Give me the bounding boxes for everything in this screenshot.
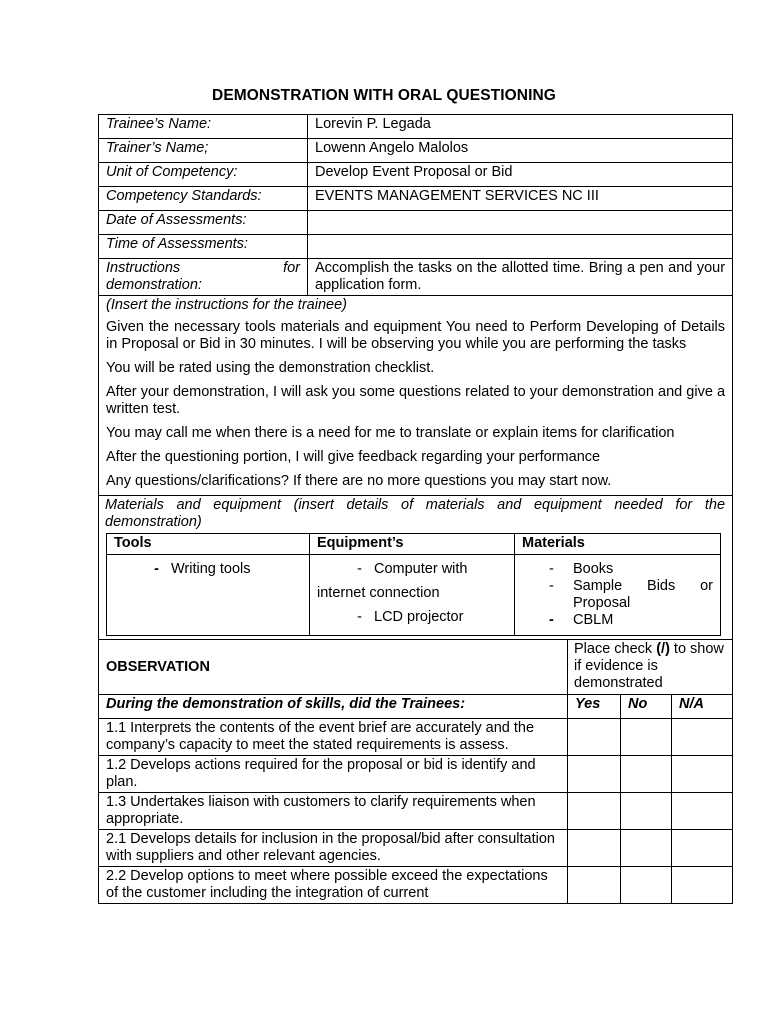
yes-cell[interactable]: [568, 793, 621, 830]
criterion-row: [99, 719, 733, 756]
instruction-paragraph: After the questioning portion, I will give feedback regarding your performance: [106, 449, 601, 465]
list-item: - Computer with: [357, 561, 468, 577]
criterion-text: 2.1 Develops details for inclusion in the proposal/bid after consultation with suppliers and other relevant agencies.: [99, 830, 568, 867]
list-item: - LCD projector: [357, 609, 464, 625]
no-cell[interactable]: [621, 756, 672, 793]
criterion-text: 1.2 Develops actions required for the proposal or bid is identify and plan.: [99, 756, 568, 793]
instructions-label: Instructions for demonstration:: [99, 259, 308, 296]
trainee-instructions-heading: (Insert the instructions for the trainee): [106, 297, 347, 313]
trainee-row: [99, 115, 733, 139]
unit-row: [99, 163, 733, 187]
observation-header-row: [99, 640, 733, 695]
no-cell[interactable]: [621, 830, 672, 867]
criterion-row: [99, 793, 733, 830]
page-title: DEMONSTRATION WITH ORAL QUESTIONING: [212, 87, 556, 104]
trainer-row: [99, 139, 733, 163]
list-item: - Sample Bids or Proposal: [549, 578, 713, 611]
tools-cell: [107, 555, 310, 636]
unit-value[interactable]: Develop Event Proposal or Bid: [308, 163, 733, 187]
time-label: Time of Assessments:: [99, 235, 308, 259]
unit-label: Unit of Competency:: [99, 163, 308, 187]
trainer-label: Trainer’s Name;: [99, 139, 308, 163]
materials-table: [106, 533, 721, 636]
standards-label: Competency Standards:: [99, 187, 308, 211]
yes-cell[interactable]: [568, 756, 621, 793]
instructions-value[interactable]: Accomplish the tasks on the allotted time. Bring a pen and your application form.: [308, 259, 733, 296]
criterion-row: [99, 830, 733, 867]
instruction-paragraph: You may call me when there is a need for me to translate or explain items for clarification: [106, 425, 675, 441]
instruction-paragraph: After your demonstration, I will ask you some questions related to your demonstration and give a written test.: [106, 384, 726, 417]
col-no: No: [621, 695, 672, 719]
no-cell[interactable]: [621, 719, 672, 756]
col-na: N/A: [672, 695, 733, 719]
instruction-paragraph: Given the necessary tools materials and equipment You need to Perform Developing of Details in Proposal or Bid in 30 minutes. I will be observing you while you are performing the tasks: [106, 319, 726, 352]
criterion-text: 1.1 Interprets the contents of the event brief are accurately and the company’s capacity to meet the stated requirements is assess.: [99, 719, 568, 756]
trainee-label: Trainee’s Name:: [99, 115, 308, 139]
question-row: [99, 695, 733, 719]
na-cell[interactable]: [672, 867, 733, 904]
date-value[interactable]: [308, 211, 733, 235]
list-item: - Books: [549, 561, 614, 577]
trainee-instructions-row: [99, 296, 733, 496]
tools-header: Tools: [107, 534, 310, 555]
standards-row: [99, 187, 733, 211]
list-item: - Writing tools: [154, 561, 251, 577]
no-cell[interactable]: [621, 793, 672, 830]
trainee-name[interactable]: Lorevin P. Legada: [308, 115, 733, 139]
list-item: - CBLM: [549, 612, 614, 628]
time-value[interactable]: [308, 235, 733, 259]
na-cell[interactable]: [672, 719, 733, 756]
materials-row: [99, 496, 733, 640]
criterion-row: [99, 756, 733, 793]
instruction-paragraph: You will be rated using the demonstration checklist.: [106, 360, 435, 376]
standards-value[interactable]: EVENTS MANAGEMENT SERVICES NC III: [308, 187, 733, 211]
na-cell[interactable]: [672, 756, 733, 793]
assessment-form: [98, 114, 733, 904]
materials-cell: [515, 555, 721, 636]
check-note: Place check (/) to show if evidence is demonstrated: [568, 640, 733, 695]
instructions-row: [99, 259, 733, 296]
yes-cell[interactable]: [568, 719, 621, 756]
equipment-header: Equipment’s: [310, 534, 515, 555]
na-cell[interactable]: [672, 793, 733, 830]
criterion-row: [99, 867, 733, 904]
col-yes: Yes: [568, 695, 621, 719]
na-cell[interactable]: [672, 830, 733, 867]
yes-cell[interactable]: [568, 830, 621, 867]
time-row: [99, 235, 733, 259]
date-row: [99, 211, 733, 235]
materials-header: Materials: [515, 534, 721, 555]
materials-heading: Materials and equipment (insert details of materials and equipment needed for the demonstration): [105, 497, 726, 530]
criterion-text: 2.2 Develop options to meet where possible exceed the expectations of the customer including the integration of current: [99, 867, 568, 904]
trainer-name[interactable]: Lowenn Angelo Malolos: [308, 139, 733, 163]
question-text: During the demonstration of skills, did the Trainees:: [99, 695, 568, 719]
yes-cell[interactable]: [568, 867, 621, 904]
date-label: Date of Assessments:: [99, 211, 308, 235]
no-cell[interactable]: [621, 867, 672, 904]
observation-title: OBSERVATION: [99, 640, 568, 695]
criterion-text: 1.3 Undertakes liaison with customers to clarify requirements when appropriate.: [99, 793, 568, 830]
instruction-paragraph: Any questions/clarifications? If there are no more questions you may start now.: [106, 473, 612, 489]
equipment-cell: - Computer with internet connection - LCD projector: [310, 555, 515, 636]
